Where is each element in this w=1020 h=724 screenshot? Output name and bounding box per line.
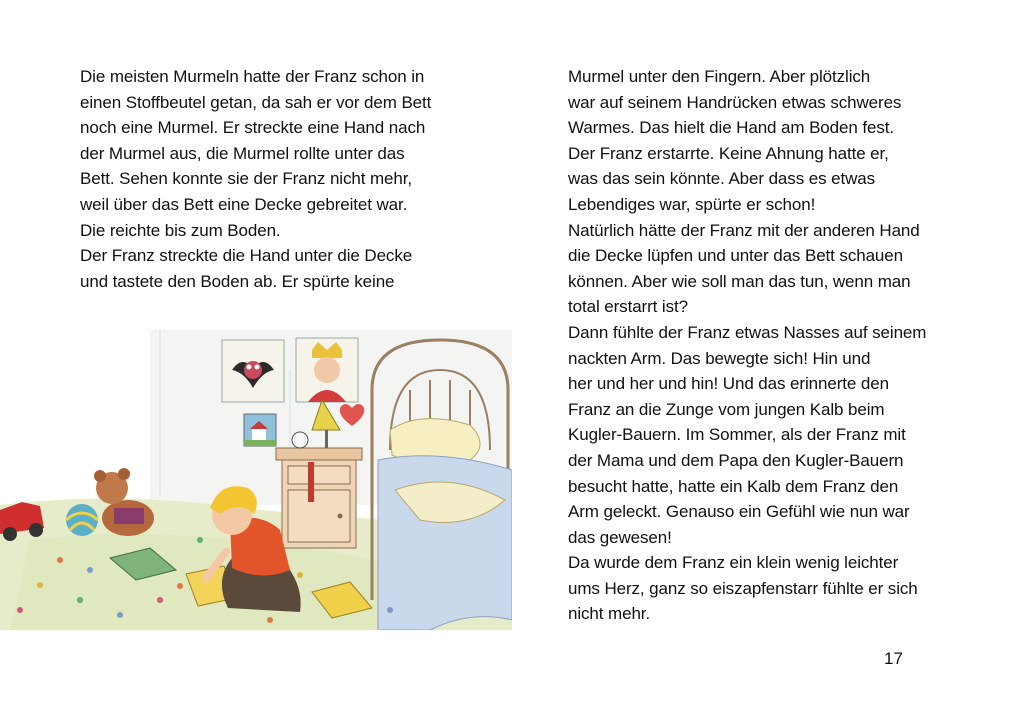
text-line: der Murmel aus, die Murmel rollte unter das: [80, 143, 405, 163]
bedroom-illustration: [0, 330, 512, 630]
text-line: besucht hatte, hatte ein Kalb dem Franz den: [568, 476, 899, 496]
text-line: Warmes. Das hielt die Hand am Boden fest.: [568, 118, 894, 138]
house-picture: [244, 414, 276, 446]
text-line: Die meisten Murmeln hatte der Franz schon in: [80, 67, 425, 86]
text-line: Arm geleckt. Genauso ein Gefühl wie nun war: [568, 502, 910, 522]
text-line: ums Herz, ganz so eiszapfenstarr fühlte er sich: [568, 578, 918, 598]
text-line: weil über das Bett eine Decke gebreitet war.: [80, 194, 408, 214]
text-line: das gewesen!: [568, 527, 672, 547]
text-line: Bett. Sehen konnte sie der Franz nicht mehr,: [80, 169, 413, 189]
text-line: einen Stoffbeutel getan, da sah er vor dem Bett: [80, 92, 432, 112]
text-line: nackten Arm. Das bewegte sich! Hin und: [568, 348, 871, 368]
text-line: her und her und hin! Und das erinnerte den: [568, 374, 889, 394]
nightstand: [276, 448, 362, 548]
text-line: Natürlich hätte der Franz mit der anderen Hand: [568, 220, 920, 240]
text-line: Dann fühlte der Franz etwas Nasses auf seinem: [568, 322, 927, 342]
bat-poster: [222, 340, 284, 402]
text-line: können. Aber wie soll man das tun, wenn man: [568, 271, 911, 291]
text-line: Der Franz streckte die Hand unter die Decke: [80, 246, 413, 266]
text-line: Der Franz erstarrte. Keine Ahnung hatte er,: [568, 143, 889, 163]
text-line: nicht mehr.: [568, 604, 651, 624]
text-line: und tastete den Boden ab. Er spürte keine: [80, 271, 395, 291]
page-number: 17: [884, 649, 903, 668]
text-line: die Decke lüpfen und unter das Bett schauen: [568, 246, 903, 266]
ball: [66, 504, 98, 536]
alarm-clock: [292, 432, 308, 448]
text-line: Kugler-Bauern. Im Sommer, als der Franz mit: [568, 425, 906, 445]
text-line: noch eine Murmel. Er streckte eine Hand nach: [80, 118, 426, 138]
text-line: Lebendiges war, spürte er schon!: [568, 194, 816, 214]
king-poster: [296, 338, 358, 402]
text-line: der Mama und dem Papa den Kugler-Bauern: [568, 450, 904, 470]
text-line: Da wurde dem Franz ein klein wenig leichter: [568, 553, 899, 573]
left-text-column: [80, 64, 460, 294]
text-line: Franz an die Zunge vom jungen Kalb beim: [568, 399, 885, 419]
text-line: total erstarrt ist?: [568, 297, 688, 317]
text-line: Murmel unter den Fingern. Aber plötzlich: [568, 67, 871, 86]
right-text-column: [568, 64, 958, 627]
text-line: war auf seinem Handrücken etwas schweres: [568, 92, 902, 112]
text-line: Die reichte bis zum Boden.: [80, 220, 281, 240]
text-line: was das sein könnte. Aber dass es etwas: [568, 169, 875, 189]
